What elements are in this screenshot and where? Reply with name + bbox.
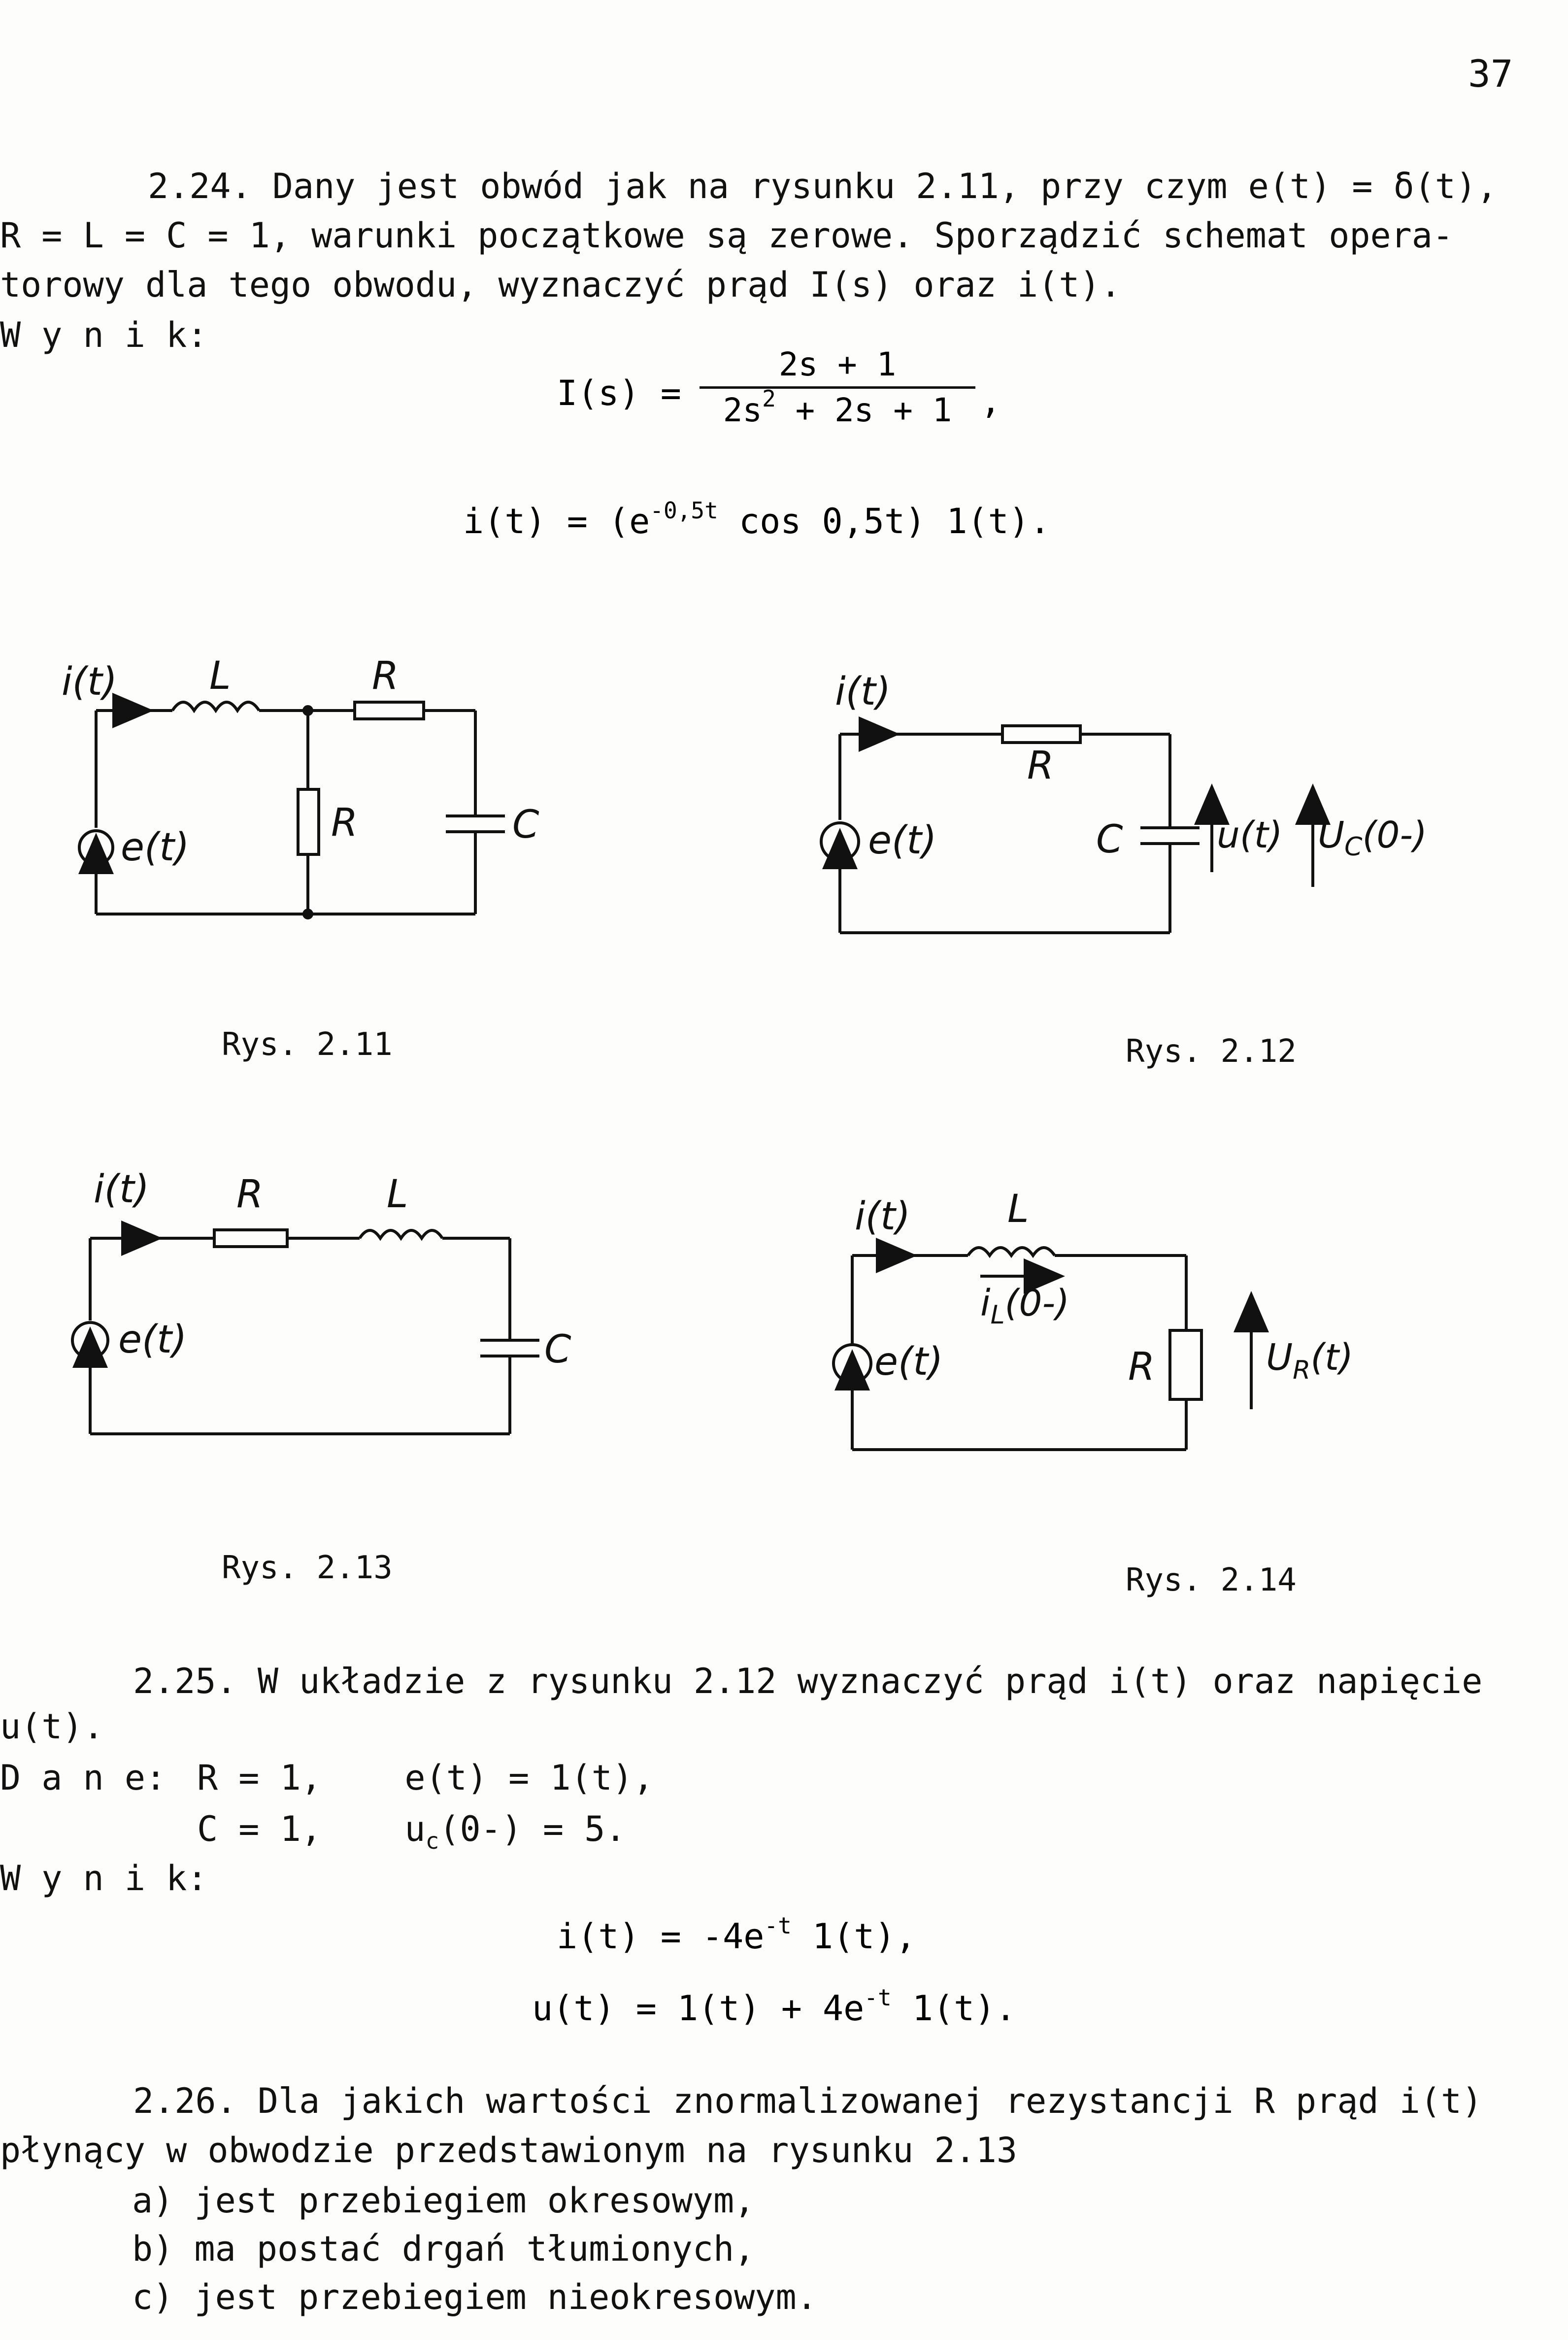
fig214-iL-label: $i_L(0-)$ [980, 1282, 1070, 1330]
problem-2-26-item-b: b) ma postać drgań tłumionych, [132, 2229, 755, 2269]
fig212-source-label: e(t) [868, 818, 937, 863]
fig213-R-label: R [236, 1172, 264, 1217]
problem-2-26-line-2: płynący w obwodzie przedstawionym na rysunku 2.13 [0, 2130, 1018, 2170]
Is-denominator: $2s^2 + 2s + 1$ [723, 385, 952, 429]
problem-2-26-line-1: 2.26. Dla jakich wartości znormalizowanej rezystancji R prąd i(t) [133, 2081, 1483, 2121]
problem-2-24-line-3: torowy dla tego obwodu, wyznaczyć prąd I(s) oraz i(t). [0, 265, 1121, 305]
fig214-source-label: e(t) [874, 1340, 943, 1384]
fig212-R-label: R [1027, 744, 1054, 788]
fig211-R-mid-label: R [331, 801, 358, 845]
circuit-figures [0, 631, 1568, 2109]
fig212-current-label: i(t) [835, 670, 891, 714]
figure-2-14-caption: Rys. 2.14 [1126, 1562, 1297, 1598]
fig214-L-label: L [1007, 1187, 1029, 1231]
Is-fraction [700, 345, 975, 433]
fig213-current-label: i(t) [94, 1167, 150, 1212]
page-number: 37 [1468, 52, 1513, 96]
problem-2-24-line-2: R = L = C = 1, warunki początkowe są zerowe. Sporządzić schemat opera- [0, 215, 1454, 256]
figure-2-12-caption: Rys. 2.12 [1126, 1033, 1297, 1070]
problem-2-25-eq-2: $u(t) = 1(t) + 4e^{-t}$ 1(t). [532, 1984, 1016, 2029]
fig213-L-label: L [387, 1172, 408, 1217]
fig212-C-label: C [1096, 817, 1123, 862]
problem-2-25-eq-1: $i(t) = -4e^{-t}$ 1(t), [557, 1912, 916, 1957]
problem-2-24-line-1: 2.24. Dany jest obwód jak na rysunku 2.11, przy czym e(t) = δ(t), [148, 166, 1498, 206]
Is-lhs: I(s) = [557, 373, 681, 413]
fig211-R-top-label: R [372, 654, 399, 698]
fig213-source-label: e(t) [118, 1318, 187, 1362]
problem-2-25-given-2: C = 1, $u_c(0-) = 5$. [197, 1809, 626, 1854]
fig211-current-label: i(t) [62, 660, 118, 704]
Is-numerator: 2s + 1 [778, 345, 897, 383]
problem-2-25-result-label: W y n i k: [0, 1858, 208, 1899]
problem-2-25-line-1: 2.25. W układzie z rysunku 2.12 wyznaczyć prąd i(t) oraz napięcie [133, 1661, 1483, 1701]
fraction-bar [700, 386, 975, 389]
fig211-C-label: C [512, 803, 539, 847]
fig214-current-label: i(t) [855, 1194, 911, 1239]
fig213-C-label: C [544, 1327, 571, 1372]
fig211-source-label: e(t) [121, 825, 190, 870]
problem-2-25-given-1: R = 1, e(t) = 1(t), [197, 1758, 654, 1798]
Is-end: , [980, 381, 1001, 421]
figure-2-11-caption: Rys. 2.11 [222, 1026, 393, 1063]
fig211-L-label: L [209, 654, 231, 698]
fig212-uc-label: $U_C(0-)$ [1318, 814, 1428, 862]
problem-2-26-item-a: a) jest przebiegiem okresowym, [132, 2180, 755, 2221]
it-equation: $i(t) = (e^{-0,5t}$ cos 0,5t) 1(t). [463, 497, 1051, 542]
problem-2-26-item-c: c) jest przebiegiem nieokresowym. [132, 2277, 817, 2317]
problem-2-25-line-2: u(t). [0, 1706, 104, 1747]
fig214-uR-label: $U_R(t)$ [1266, 1336, 1354, 1385]
fig212-u-label: u(t) [1217, 814, 1283, 856]
fig214-R-label: R [1128, 1345, 1155, 1389]
figure-2-13-caption: Rys. 2.13 [222, 1550, 393, 1586]
problem-2-25-given-label: D a n e: [0, 1758, 167, 1798]
problem-2-24-result-label: W y n i k: [0, 315, 208, 355]
